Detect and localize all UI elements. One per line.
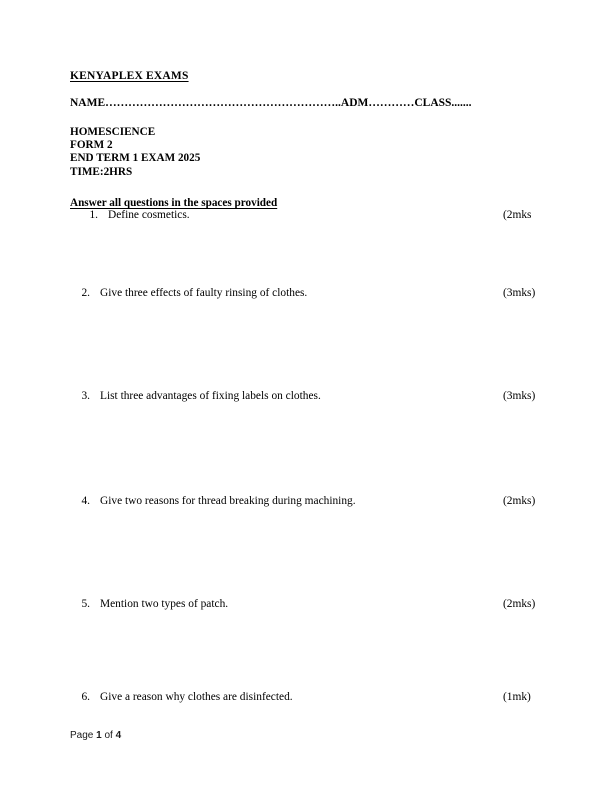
question-marks: (3mks) [503,390,536,402]
question-text: Mention two types of patch. [100,598,229,610]
question-item [0,691,612,707]
question-item [0,209,612,225]
question-number: 2. [81,287,90,299]
question-text: Define cosmetics. [108,209,190,221]
question-marks: (2mks [503,209,532,221]
question-number: 6. [81,691,90,703]
exam-metadata [70,126,200,179]
exam-duration: TIME:2HRS [70,165,133,178]
question-number: 5. [81,598,90,610]
question-number: 3. [81,390,90,402]
page-title: KENYAPLEX EXAMS [70,70,189,82]
question-text: Give two reasons for thread breaking during machining. [100,495,356,507]
question-text: Give three effects of faulty rinsing of clothes. [100,287,308,299]
question-number: 4. [81,495,90,507]
exam-session: END TERM 1 EXAM 2025 [70,152,201,165]
exam-form: FORM 2 [70,139,113,152]
exam-instructions: Answer all questions in the spaces provided [70,197,278,209]
footer-total-pages: 4 [115,730,122,741]
question-marks: (1mk) [503,691,531,703]
question-item [0,287,612,303]
footer-prefix: Page [70,730,94,741]
question-item [0,495,612,511]
question-number: 1. [89,209,98,221]
exam-subject: HOMESCIENCE [70,126,156,138]
question-text: List three advantages of fixing labels on clothes. [100,390,321,402]
footer-current-page: 1 [96,730,102,741]
student-details-line: NAME……………………………………………………..ADM…………CLASS....... [70,97,472,109]
question-text: Give a reason why clothes are disinfected. [100,691,293,703]
question-item [0,598,612,614]
page-footer [70,730,121,741]
question-marks: (2mks) [503,495,536,507]
question-item [0,390,612,406]
question-marks: (3mks) [503,287,536,299]
footer-separator: of [104,730,113,741]
question-marks: (2mks) [503,598,536,610]
